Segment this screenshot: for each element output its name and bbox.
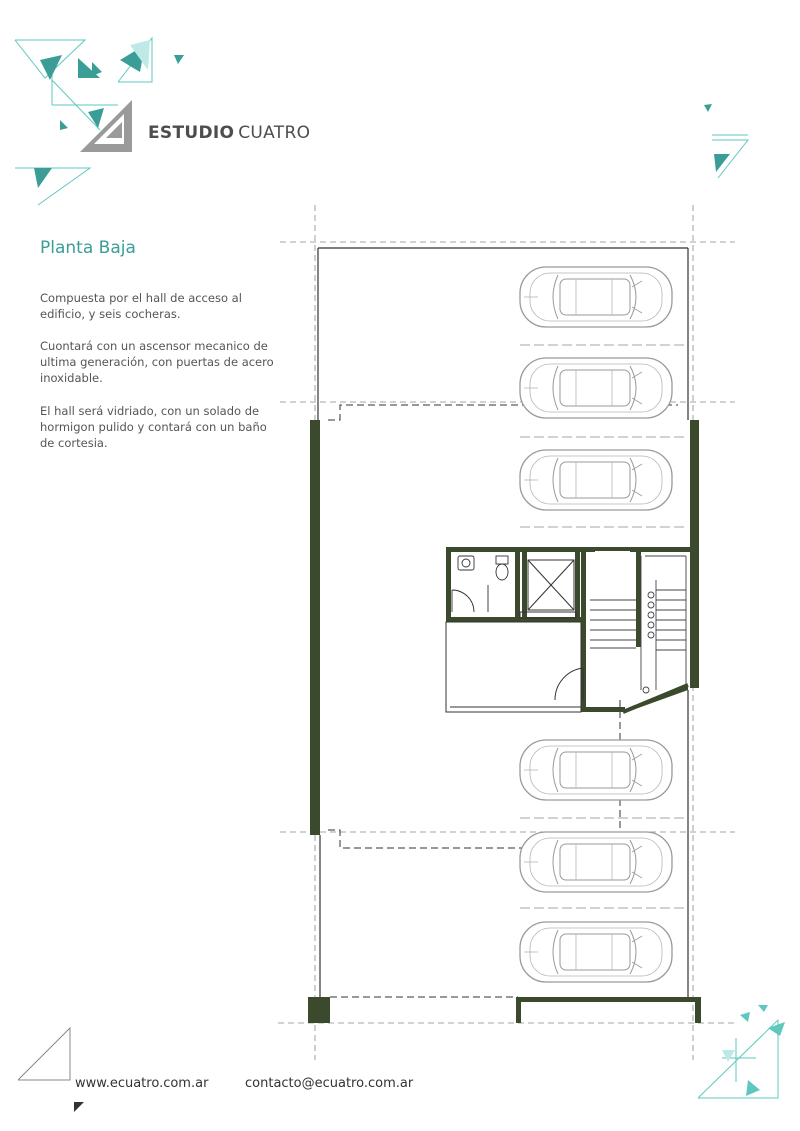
email-link[interactable]: contacto@ecuatro.com.ar [245,1076,414,1091]
section-title: Planta Baja [40,238,136,258]
car-icon [520,740,672,800]
description-paragraph: Cuontará con un ascensor mecanico de ultima generación, con puertas de acero inoxidable. [40,339,274,385]
car-icon [520,267,672,327]
car-icon [520,922,672,982]
description-paragraph: Compuesta por el hall de acceso al edificio, y seis cocheras. [40,291,242,321]
website-link[interactable]: www.ecuatro.com.ar [75,1076,209,1091]
car-icon [520,358,672,418]
footer-decoration [0,1000,800,1131]
car-icon [520,450,672,510]
car-icon [520,832,672,892]
description-paragraph: El hall será vidriado, con un solado de hormigon pulido y contará con un baño de cortesia. [40,404,267,450]
parking-spaces [520,267,672,982]
brand-name-bold: ESTUDIO [148,123,235,143]
brand-name-light: CUATRO [238,123,311,143]
